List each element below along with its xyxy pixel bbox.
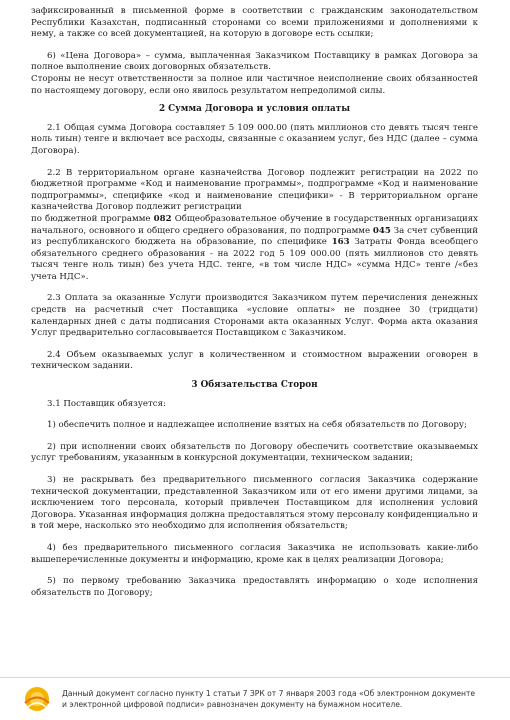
footer-legal-text: Данный документ согласно пункту 1 статьи 7 ЗРК от 7 января 2003 года «Об электронном документе и электронной цифровой подписи» равнозначен документу на бумажном носителе. (62, 689, 476, 709)
document-body (31, 6, 478, 599)
list-item: 1) обеспечить полное и надлежащее исполнение взятых на себя обязательств по Договору; (47, 420, 467, 431)
list-item: 3) не раскрывать без предварительного письменного согласия Заказчика содержание технической документации, представленной Заказчиком или от его имени другими лицами, за исключением того персонала, который привлечен Поставщиком для исполнения условий Договора. Указанная информация должна предоставляться этому персоналу конфиденциально и в той мере, насколько это необходимо для исполнения обязательств; (31, 475, 478, 532)
budget-program-code: 082 (153, 213, 172, 224)
paragraph: 3.1 Поставщик обязуется: (47, 398, 166, 409)
paragraph: 2.3 Оплата за оказанные Услуги производится Заказчиком путем перечисления денежных средств на расчетный счет Поставщика «условие оплаты» не позднее 30 (тридцати) календарных дней с даты подписания Сторонами акта оказанных Услуг. Форма акта оказания Услуг предварительно согласовывается Поставщиком с Заказчиком. (31, 293, 478, 339)
text-run: по бюджетной программе (31, 213, 154, 224)
text-run: Общеобразовательное обучение в государственных организациях начального, основного и общего среднего образования, по подпрограмме (31, 213, 479, 236)
text-run: За счет субвенций из республиканского бюджета на образование, по специфике (31, 225, 478, 248)
subprogram-code: 045 (372, 225, 391, 236)
paragraph: зафиксированный в письменной форме в соответствии с гражданским законодательством Республики Казахстан, подписанный сторонами со всеми приложениями и дополнениями к нему, а также со всей документацией, на которую в договоре есть ссылки; (31, 6, 478, 40)
list-item: 5) по первому требованию Заказчика предоставлять информацию о ходе исполнения обязательств по Договору; (31, 576, 478, 598)
paragraph: 2.1 Общая сумма Договора составляет 5 109 000.00 (пять миллионов сто девять тысяч тенге ноль тиын) тенге и включает все расходы, связанные с оказанием услуг, без НДС (далее – сумма Договора). (31, 122, 478, 156)
specific-code: 163 (331, 237, 350, 248)
egov-emblem-icon (20, 684, 54, 714)
paragraph: Стороны не несут ответственности за полное или частичное неисполнение своих обязанностей по настоящему договору, если оно явилось результатом непредолимой силы. (31, 73, 478, 96)
section-heading: 3 Обязательства Сторон (191, 380, 318, 391)
list-item: 2) при исполнении своих обязательств по Договору обеспечить соответствие оказываемых услуг требованиям, указанным в конкурсной документации, техническом задании; (31, 441, 478, 464)
section-heading: 2 Сумма Договора и условия оплаты (158, 104, 351, 115)
paragraph: 6) «Цена Договора» – сумма, выплаченная Заказчиком Поставщику в рамках Договора за полное выполнение своих договорных обязательств. (31, 50, 478, 73)
paragraph: 2.2 В территориальном органе казначейства Договор подлежит регистрации на 2022 по бюджетной программе «Код и наименование программы», подпрограмме «Код и наименование подпрограммы», специфике «код и наименование специфики» - В территориальном органе казначейства Договор подлежит регистрации (31, 167, 478, 213)
paragraph (31, 214, 478, 284)
paragraph: 2.4 Объем оказываемых услуг в количественном и стоимостном выражении оговорен в техническом задании. (31, 349, 478, 372)
text-run: Затраты Фонда всеобщего обязательного среднего образования - на 2022 год 5 109 000.00 (пять миллионов сто девять тысяч тенге ноль тиын) без учета НДС. тенге, «в том числе НДС» «сумма НДС» тенге /«без учета НДС». (31, 237, 478, 282)
list-item: 4) без предварительного письменного согласия Заказчика не использовать какие-либо вышеперечисленные документы и информацию, кроме как в целях реализации Договора; (31, 542, 478, 565)
document-footer (0, 677, 510, 720)
